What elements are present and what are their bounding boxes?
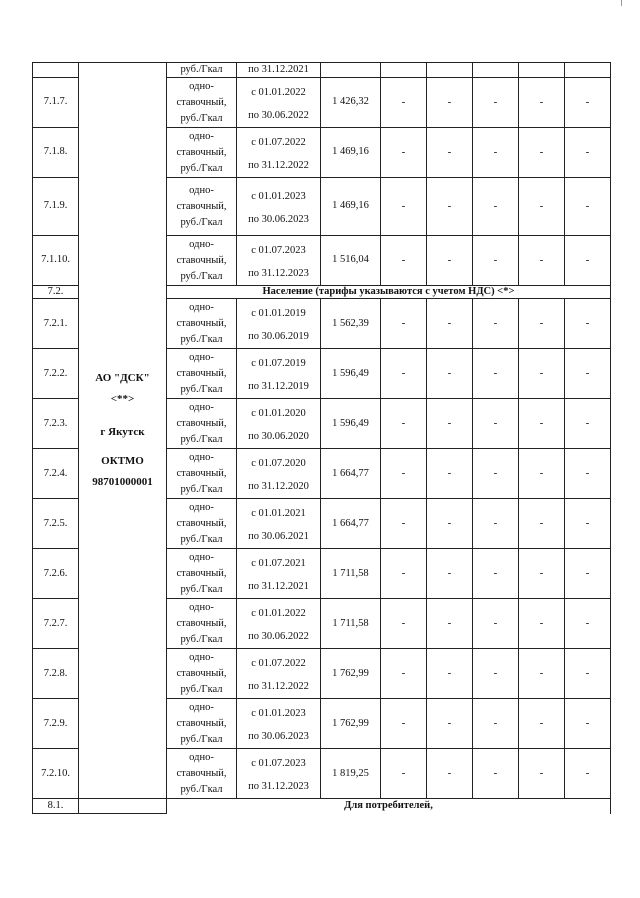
unit-line: одно- bbox=[189, 184, 214, 196]
row-number-cell: 7.1.7. bbox=[33, 78, 79, 128]
period-cell bbox=[237, 299, 321, 349]
dash-cell: - bbox=[473, 178, 519, 236]
price-cell bbox=[321, 63, 381, 78]
price-cell: 1 469,16 bbox=[321, 128, 381, 178]
dash-cell: - bbox=[473, 749, 519, 799]
price-cell: 1 762,99 bbox=[321, 699, 381, 749]
unit-line: руб./Гкал bbox=[180, 633, 223, 645]
dash-cell: - bbox=[519, 499, 565, 549]
dash-cell: - bbox=[519, 236, 565, 286]
dash-cell: - bbox=[565, 178, 611, 236]
dash-cell: - bbox=[473, 549, 519, 599]
dash-cell: - bbox=[519, 449, 565, 499]
period-to: по 30.06.2022 bbox=[248, 630, 309, 642]
unit-line: одно- bbox=[189, 401, 214, 413]
dash-cell: - bbox=[565, 299, 611, 349]
period-to: по 31.12.2023 bbox=[248, 780, 309, 792]
dash-cell: - bbox=[565, 399, 611, 449]
dash-cell: - bbox=[519, 78, 565, 128]
row-number-cell: 7.2.2. bbox=[33, 349, 79, 399]
unit-line: одно- bbox=[189, 130, 214, 142]
row-number-cell: 7.2.5. bbox=[33, 499, 79, 549]
dash-cell: - bbox=[427, 649, 473, 699]
period-to: по 30.06.2022 bbox=[248, 109, 309, 121]
dash-cell: - bbox=[565, 78, 611, 128]
period-cell bbox=[237, 128, 321, 178]
unit-line: ставочный, bbox=[176, 517, 227, 529]
row-number-cell: 7.2.3. bbox=[33, 399, 79, 449]
price-cell: 1 664,77 bbox=[321, 499, 381, 549]
price-cell: 1 711,58 bbox=[321, 599, 381, 649]
unit-line: ставочный, bbox=[176, 567, 227, 579]
row-number-cell: 7.2.10. bbox=[33, 749, 79, 799]
price-cell: 1 664,77 bbox=[321, 449, 381, 499]
oktmo-label: ОКТМО bbox=[101, 455, 144, 468]
dash-cell: - bbox=[519, 749, 565, 799]
unit-line: руб./Гкал bbox=[180, 112, 223, 124]
dash-cell: - bbox=[381, 128, 427, 178]
period-cell bbox=[237, 549, 321, 599]
period-from: с 01.07.2022 bbox=[251, 136, 306, 148]
unit-cell bbox=[167, 649, 237, 699]
period-cell: по 31.12.2021 bbox=[237, 63, 321, 78]
organization-name: АО "ДСК" bbox=[95, 372, 150, 385]
dash-cell: - bbox=[519, 349, 565, 399]
unit-cell bbox=[167, 78, 237, 128]
dash-cell: - bbox=[473, 599, 519, 649]
dash-cell: - bbox=[381, 499, 427, 549]
period-cell bbox=[237, 699, 321, 749]
price-cell: 1 562,39 bbox=[321, 299, 381, 349]
tariff-table bbox=[32, 62, 611, 814]
period-to: по 30.06.2021 bbox=[248, 530, 309, 542]
unit-line: одно- bbox=[189, 301, 214, 313]
organization-cell bbox=[79, 63, 167, 799]
scan-artifact-mark bbox=[621, 0, 622, 6]
dash-cell: - bbox=[565, 649, 611, 699]
unit-line: ставочный, bbox=[176, 717, 227, 729]
dash-cell: - bbox=[565, 749, 611, 799]
dash-cell: - bbox=[519, 399, 565, 449]
dash-cell: - bbox=[519, 178, 565, 236]
dash-cell: - bbox=[381, 599, 427, 649]
period-cell bbox=[237, 499, 321, 549]
period-to: по 30.06.2020 bbox=[248, 430, 309, 442]
unit-line: руб./Гкал bbox=[180, 333, 223, 345]
unit-line: ставочный, bbox=[176, 367, 227, 379]
period-cell bbox=[237, 349, 321, 399]
unit-line: руб./Гкал bbox=[180, 270, 223, 282]
row-number-cell: 7.2.8. bbox=[33, 649, 79, 699]
dash-cell: - bbox=[427, 699, 473, 749]
period-from: с 01.07.2022 bbox=[251, 657, 306, 669]
unit-line: руб./Гкал bbox=[180, 483, 223, 495]
dash-cell: - bbox=[473, 649, 519, 699]
period-to: по 31.12.2022 bbox=[248, 680, 309, 692]
unit-line: одно- bbox=[189, 601, 214, 613]
period-cell bbox=[237, 178, 321, 236]
row-number-cell bbox=[33, 63, 79, 78]
unit-line: ставочный, bbox=[176, 317, 227, 329]
period-cell bbox=[237, 78, 321, 128]
dash-cell: - bbox=[519, 599, 565, 649]
unit-line: одно- bbox=[189, 80, 214, 92]
unit-cell bbox=[167, 549, 237, 599]
unit-line: одно- bbox=[189, 701, 214, 713]
section-number-cell: 8.1. bbox=[33, 799, 79, 814]
dash-cell: - bbox=[427, 399, 473, 449]
dash-cell: - bbox=[565, 549, 611, 599]
unit-cell bbox=[167, 449, 237, 499]
dash-cell: - bbox=[427, 599, 473, 649]
table-row-partial bbox=[33, 63, 611, 78]
period-to: по 30.06.2019 bbox=[248, 330, 309, 342]
period-from: с 01.07.2019 bbox=[251, 357, 306, 369]
unit-cell bbox=[167, 349, 237, 399]
period-from: с 01.01.2022 bbox=[251, 607, 306, 619]
period-to: по 31.12.2023 bbox=[248, 267, 309, 279]
period-cell bbox=[237, 399, 321, 449]
unit-line: руб./Гкал bbox=[180, 733, 223, 745]
unit-cell bbox=[167, 499, 237, 549]
dash-cell: - bbox=[427, 449, 473, 499]
period-from: с 01.07.2020 bbox=[251, 457, 306, 469]
unit-line: руб./Гкал bbox=[180, 383, 223, 395]
unit-line: руб./Гкал bbox=[180, 162, 223, 174]
period-from: с 01.01.2023 bbox=[251, 707, 306, 719]
period-from: с 01.01.2022 bbox=[251, 86, 306, 98]
row-number-cell: 7.2.4. bbox=[33, 449, 79, 499]
dash-cell: - bbox=[381, 449, 427, 499]
price-cell: 1 426,32 bbox=[321, 78, 381, 128]
dash-cell: - bbox=[427, 236, 473, 286]
dash-cell: - bbox=[565, 449, 611, 499]
row-number-cell: 7.1.9. bbox=[33, 178, 79, 236]
unit-line: одно- bbox=[189, 551, 214, 563]
unit-line: руб./Гкал bbox=[180, 683, 223, 695]
dash-cell: - bbox=[473, 349, 519, 399]
period-from: с 01.01.2023 bbox=[251, 190, 306, 202]
period-from: с 01.01.2021 bbox=[251, 507, 306, 519]
dash-cell: - bbox=[519, 699, 565, 749]
period-from: с 01.07.2021 bbox=[251, 557, 306, 569]
period-to: по 30.06.2023 bbox=[248, 213, 309, 225]
period-from: с 01.07.2023 bbox=[251, 757, 306, 769]
row-number-cell: 7.1.10. bbox=[33, 236, 79, 286]
period-to: по 31.12.2019 bbox=[248, 380, 309, 392]
period-from: с 01.07.2023 bbox=[251, 244, 306, 256]
unit-line: ставочный, bbox=[176, 767, 227, 779]
unit-cell bbox=[167, 399, 237, 449]
unit-cell bbox=[167, 178, 237, 236]
unit-line: ставочный, bbox=[176, 146, 227, 158]
dash-cell: - bbox=[473, 399, 519, 449]
unit-cell bbox=[167, 299, 237, 349]
dash-cell: - bbox=[381, 78, 427, 128]
unit-line: одно- bbox=[189, 651, 214, 663]
period-cell bbox=[237, 236, 321, 286]
dash-cell: - bbox=[381, 749, 427, 799]
unit-line: ставочный, bbox=[176, 617, 227, 629]
price-cell: 1 596,49 bbox=[321, 399, 381, 449]
dash-cell: - bbox=[473, 236, 519, 286]
dash-cell: - bbox=[427, 299, 473, 349]
period-to: по 31.12.2021 bbox=[248, 580, 309, 592]
dash-cell: - bbox=[427, 128, 473, 178]
dash-cell: - bbox=[473, 699, 519, 749]
row-number-cell: 7.1.8. bbox=[33, 128, 79, 178]
section-title-cell: Население (тарифы указываются с учетом НДС) <*> bbox=[167, 286, 611, 299]
unit-line: одно- bbox=[189, 351, 214, 363]
dash-cell: - bbox=[519, 299, 565, 349]
unit-cell bbox=[167, 749, 237, 799]
dash-cell: - bbox=[473, 299, 519, 349]
section-number-cell: 7.2. bbox=[33, 286, 79, 299]
unit-cell: руб./Гкал bbox=[167, 63, 237, 78]
row-number-cell: 7.2.9. bbox=[33, 699, 79, 749]
price-cell: 1 516,04 bbox=[321, 236, 381, 286]
unit-cell bbox=[167, 236, 237, 286]
period-to: по 31.12.2020 bbox=[248, 480, 309, 492]
dash-cell: - bbox=[381, 299, 427, 349]
unit-line: одно- bbox=[189, 751, 214, 763]
dash-cell: - bbox=[565, 699, 611, 749]
dash-cell: - bbox=[381, 649, 427, 699]
unit-line: одно- bbox=[189, 451, 214, 463]
price-cell: 1 819,25 bbox=[321, 749, 381, 799]
price-cell: 1 711,58 bbox=[321, 549, 381, 599]
dash-cell: - bbox=[381, 178, 427, 236]
price-cell: 1 762,99 bbox=[321, 649, 381, 699]
dash-cell: - bbox=[427, 178, 473, 236]
dash-cell: - bbox=[565, 128, 611, 178]
section-title-cell: Для потребителей, bbox=[167, 799, 611, 814]
organization-note: <**> bbox=[110, 393, 135, 406]
dash-cell: - bbox=[473, 78, 519, 128]
empty-org-cell bbox=[79, 799, 167, 814]
unit-cell bbox=[167, 699, 237, 749]
unit-line: ставочный, bbox=[176, 467, 227, 479]
dash-cell: - bbox=[519, 649, 565, 699]
dash-cell: - bbox=[381, 349, 427, 399]
unit-line: руб./Гкал bbox=[180, 433, 223, 445]
dash-cell: - bbox=[565, 349, 611, 399]
dash-cell: - bbox=[519, 549, 565, 599]
period-cell bbox=[237, 599, 321, 649]
dash-cell: - bbox=[427, 499, 473, 549]
dash-cell: - bbox=[473, 499, 519, 549]
dash-cell: - bbox=[565, 236, 611, 286]
period-to: по 31.12.2022 bbox=[248, 159, 309, 171]
unit-line: руб./Гкал bbox=[180, 583, 223, 595]
dash-cell: - bbox=[427, 78, 473, 128]
row-number-cell: 7.2.7. bbox=[33, 599, 79, 649]
period-from: с 01.01.2020 bbox=[251, 407, 306, 419]
dash-cell: - bbox=[381, 399, 427, 449]
unit-cell bbox=[167, 128, 237, 178]
dash-cell: - bbox=[427, 749, 473, 799]
unit-line: одно- bbox=[189, 501, 214, 513]
dash-cell: - bbox=[381, 236, 427, 286]
oktmo-code: 98701000001 bbox=[92, 476, 153, 489]
dash-cell: - bbox=[473, 128, 519, 178]
unit-line: ставочный, bbox=[176, 254, 227, 266]
dash-cell: - bbox=[473, 449, 519, 499]
dash-cell: - bbox=[381, 699, 427, 749]
dash-cell: - bbox=[565, 599, 611, 649]
row-number-cell: 7.2.6. bbox=[33, 549, 79, 599]
period-cell bbox=[237, 449, 321, 499]
unit-line: одно- bbox=[189, 238, 214, 250]
section-row-8-1 bbox=[33, 799, 611, 814]
price-cell: 1 469,16 bbox=[321, 178, 381, 236]
unit-line: руб./Гкал bbox=[180, 533, 223, 545]
unit-line: ставочный, bbox=[176, 667, 227, 679]
unit-line: ставочный, bbox=[176, 96, 227, 108]
dash-cell: - bbox=[565, 499, 611, 549]
period-cell bbox=[237, 749, 321, 799]
price-cell: 1 596,49 bbox=[321, 349, 381, 399]
unit-line: ставочный, bbox=[176, 417, 227, 429]
period-from: с 01.01.2019 bbox=[251, 307, 306, 319]
dash-cell: - bbox=[427, 549, 473, 599]
unit-cell bbox=[167, 599, 237, 649]
organization-city: г Якутск bbox=[100, 426, 145, 439]
dash-cell: - bbox=[427, 349, 473, 399]
unit-line: руб./Гкал bbox=[180, 783, 223, 795]
tariff-table-body bbox=[33, 63, 611, 814]
period-to: по 30.06.2023 bbox=[248, 730, 309, 742]
dash-cell: - bbox=[381, 549, 427, 599]
unit-line: руб./Гкал bbox=[180, 216, 223, 228]
period-cell bbox=[237, 649, 321, 699]
unit-line: ставочный, bbox=[176, 200, 227, 212]
dash-cell: - bbox=[519, 128, 565, 178]
row-number-cell: 7.2.1. bbox=[33, 299, 79, 349]
